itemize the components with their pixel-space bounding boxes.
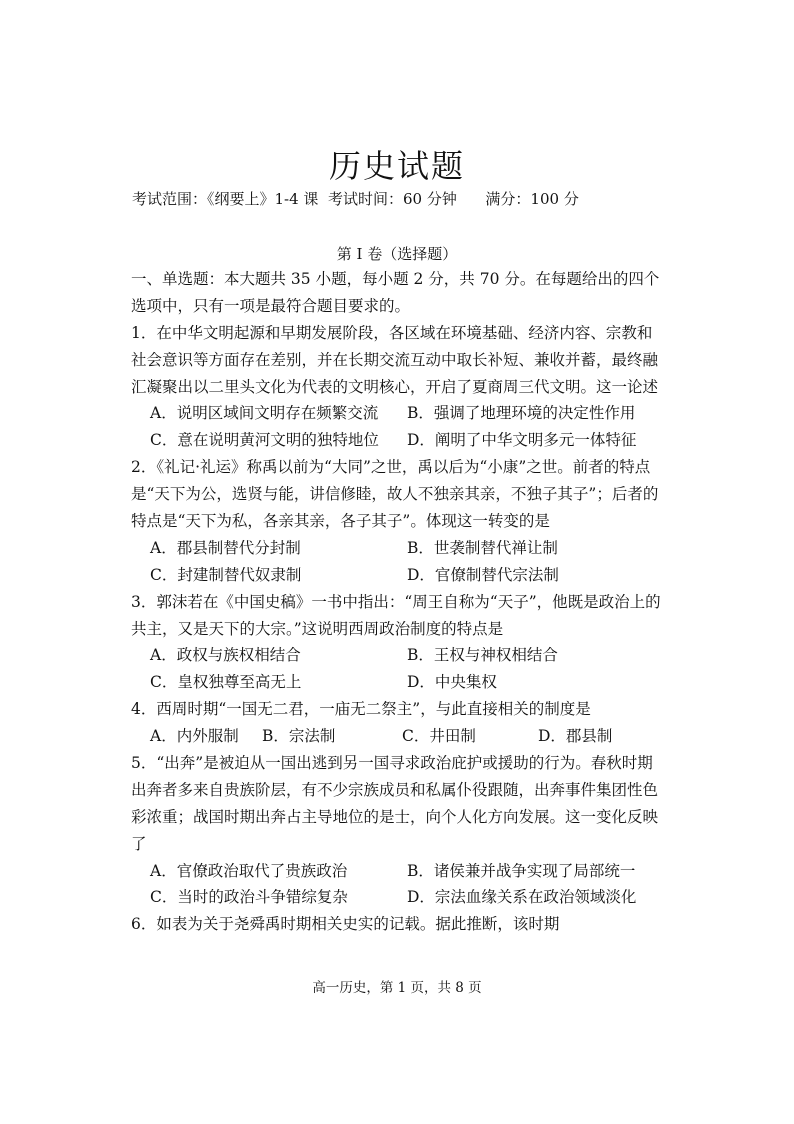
question-stem-line: 特点是“天下为私，各亲其亲，各子其子”。体现这一转变的是: [131, 512, 550, 531]
question-stem-line: 4．西周时期“一国无二君，一庙无二祭主”，与此直接相关的制度是: [131, 700, 591, 719]
option-c: C．当时的政治斗争错综复杂: [150, 888, 348, 907]
option-row: [131, 884, 671, 911]
option-c: C．皇权独尊至高无上: [150, 673, 302, 692]
option-a: A．说明区域间文明存在频繁交流: [150, 404, 379, 423]
option-d: D．阐明了中华文明多元一体特征: [407, 431, 637, 450]
page-title: 历史试题: [328, 147, 465, 185]
option-b: B．王权与神权相结合: [407, 646, 558, 665]
question-stem-line: 出奔者多来自贵族阶层，有不少宗族成员和私属仆役跟随，出奔事件集团性色: [131, 780, 659, 799]
question-stem-line: 共主，又是天下的大宗。”这说明西周政治制度的特点是: [131, 619, 504, 638]
page-footer: 高一历史，第 1 页，共 8 页: [312, 980, 482, 996]
question-stem-line: 5．“出奔”是被迫从一国出逃到另一国寻求政治庇护或援助的行为。春秋时期: [131, 754, 653, 773]
option-a: A．内外服制: [150, 727, 239, 746]
question-5: [131, 750, 671, 911]
section-title: 第 I 卷（选择题）: [336, 245, 458, 263]
question-stem-line: 是“天下为公，选贤与能，讲信修睦，故人不独亲其亲，不独子其子”；后者的: [131, 485, 659, 504]
option-row: [131, 427, 671, 454]
question-4: [131, 696, 671, 750]
question-stem-line: 3．郭沫若在《中国史稿》一书中指出：“周王自称为“天子”，他既是政治上的: [131, 592, 661, 611]
option-d: D．郡县制: [538, 727, 613, 746]
option-c: C．意在说明黄河文明的独特地位: [150, 431, 379, 450]
option-d: D．中央集权: [407, 673, 497, 692]
option-c: C．封建制替代奴隶制: [150, 565, 302, 584]
question-stem-line: 1．在中华文明起源和早期发展阶段，各区域在环境基础、经济内容、宗教和: [131, 323, 653, 342]
option-row: [131, 400, 671, 427]
question-2: [131, 454, 671, 588]
option-d: D．宗法血缘关系在政治领域淡化: [407, 888, 637, 907]
option-row: [131, 535, 671, 562]
question-1: [131, 320, 671, 454]
question-3: [131, 589, 671, 697]
option-row: [131, 858, 671, 885]
option-row: [131, 642, 671, 669]
option-b: B．宗法制: [262, 727, 336, 746]
question-body: [131, 266, 671, 938]
instruction-line: 选项中，只有一项是最符合题目要求的。: [131, 296, 411, 315]
option-row: [131, 562, 671, 589]
question-stem-line: 2．《礼记·礼运》称禹以前为“大同”之世，禹以后为“小康”之世。前者的特点: [131, 458, 651, 477]
option-a: A．官僚政治取代了贵族政治: [150, 861, 348, 880]
question-stem-line: 6．如表为关于尧舜禹时期相关史实的记载。据此推断，该时期: [131, 915, 560, 934]
option-b: B．诸侯兼并战争实现了局部统一: [407, 861, 636, 880]
option-b: B．世袭制替代禅让制: [407, 538, 558, 557]
question-stem-line: 汇凝聚出以二里头文化为代表的文明核心，开启了夏商周三代文明。这一论述: [131, 377, 659, 396]
option-c: C．井田制: [402, 727, 476, 746]
option-b: B．强调了地理环境的决定性作用: [407, 404, 636, 423]
instruction-line: 一、单选题：本大题共 35 小题，每小题 2 分，共 70 分。在每题给出的四个: [131, 270, 660, 288]
option-row: [131, 669, 671, 696]
question-stem-line: 社会意识等方面存在差别，并在长期交流互动中取长补短、兼收并蓄，最终融: [131, 350, 659, 369]
question-6: [131, 911, 671, 938]
option-a: A．政权与族权相结合: [150, 646, 301, 665]
option-d: D．官僚制替代宗法制: [407, 565, 559, 584]
option-row: [131, 723, 671, 750]
option-a: A．郡县制替代分封制: [150, 538, 301, 557]
question-stem-line: 了: [131, 834, 147, 853]
exam-info: 考试范围：《纲要上》1-4 课 考试时间：60 分钟 满分：100 分: [132, 190, 579, 208]
question-stem-line: 彩浓重；战国时期出奔占主导地位的是士，向个人化方向发展。这一变化反映: [131, 807, 659, 826]
